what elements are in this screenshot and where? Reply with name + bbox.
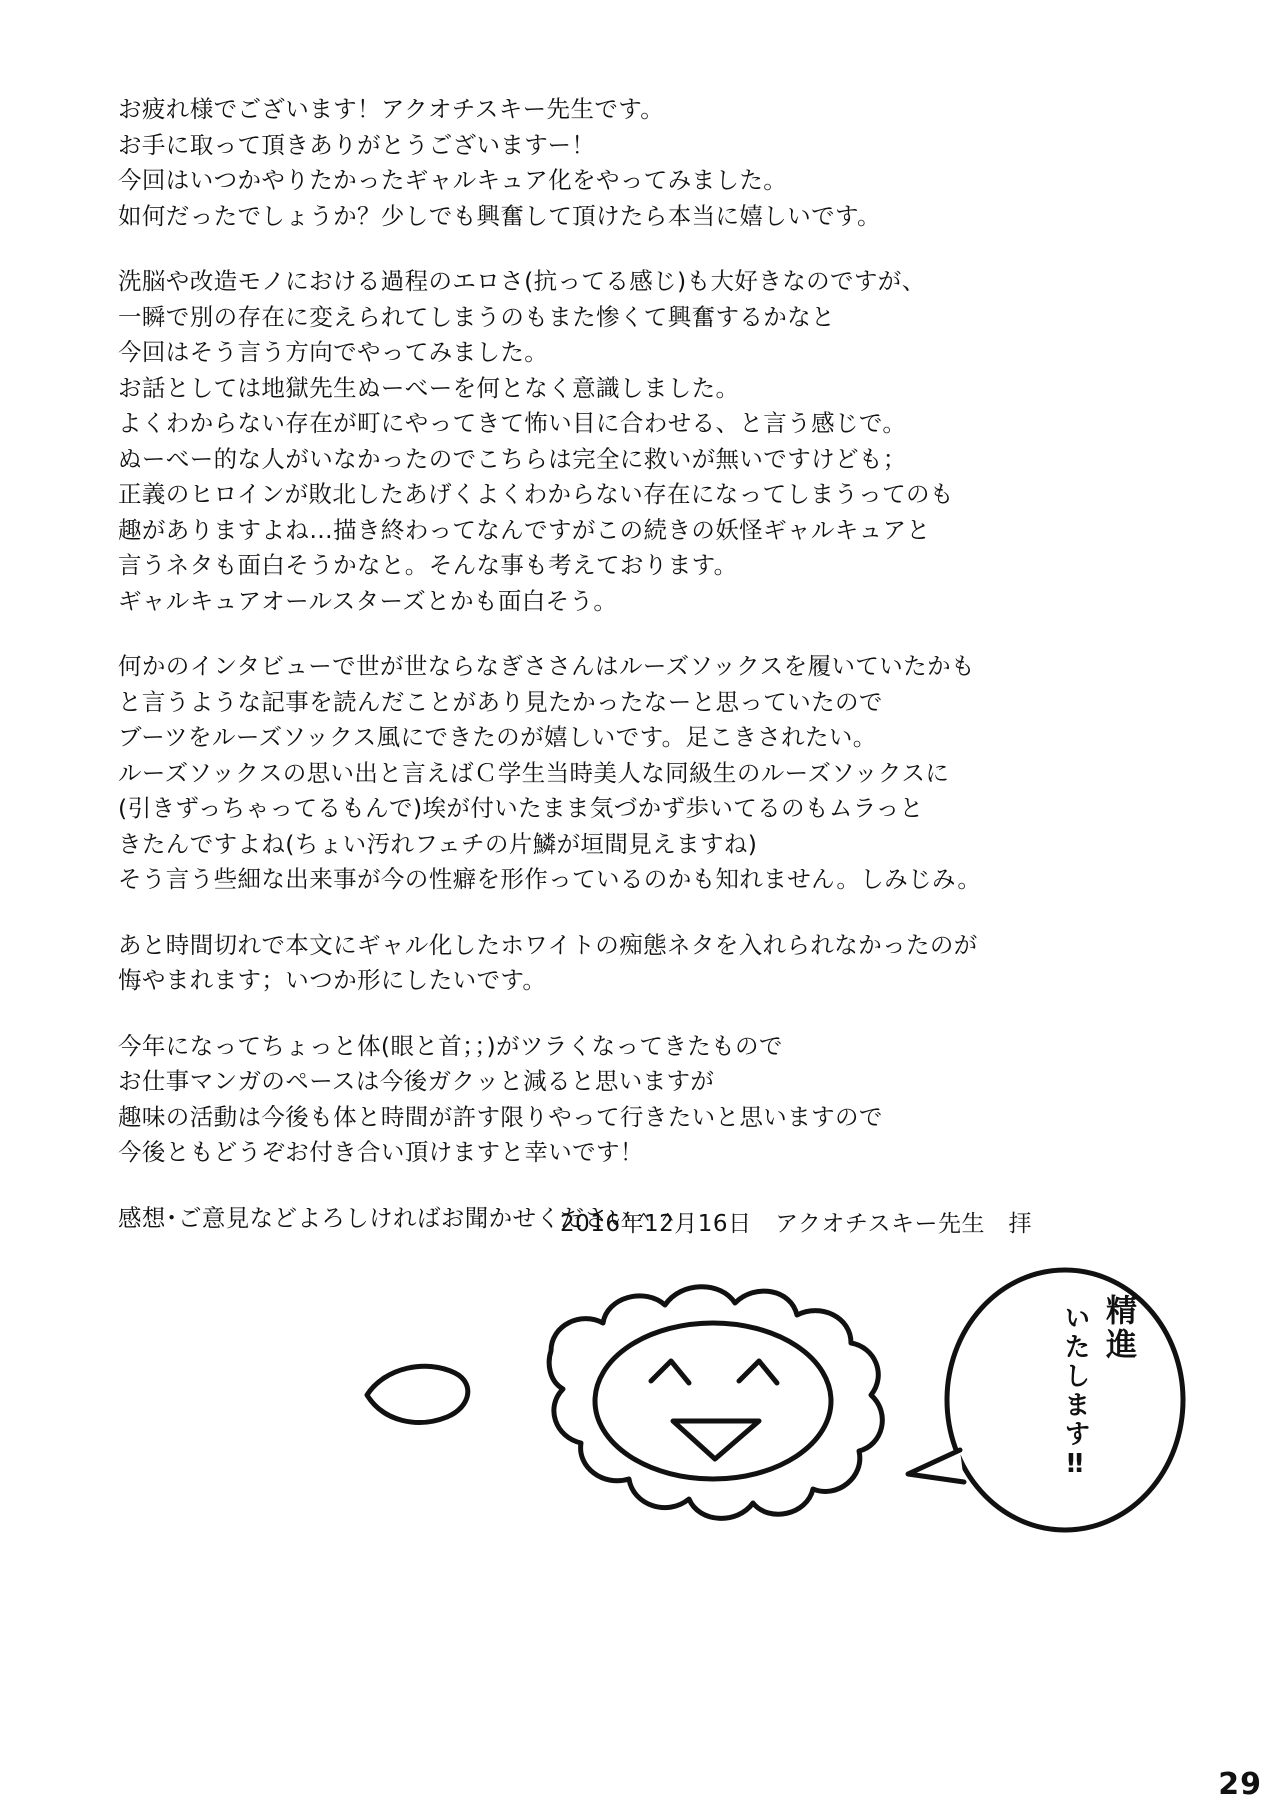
afterword-line: お疲れ様でございます！アクオチスキー先生です。 xyxy=(118,95,665,123)
afterword-text-block xyxy=(118,92,1178,1236)
afterword-paragraph-regret xyxy=(118,928,1178,999)
afterword-line: よくわからない存在が町にやってきて怖い目に合わせる、と言う感じで。 xyxy=(118,409,907,437)
afterword-line: ブーツをルーズソックス風にできたのが嬉しいです。足こきされたい。 xyxy=(118,723,877,751)
afterword-line: ぬーべー的な人がいなかったのでこちらは完全に救いが無いですけども； xyxy=(118,444,907,473)
afterword-paragraph-greeting xyxy=(118,92,1178,234)
afterword-line: (引きずっちゃってるもんで)埃が付いたまま気づかず歩いてるのもムラっと xyxy=(118,794,924,822)
afterword-line: ギャルキュアオールスターズとかも面白そう。 xyxy=(118,586,618,615)
speech-bubble-column-2: いたします‼ xyxy=(1060,1304,1090,1482)
afterword-line: 感想･ご意見などよろしければお聞かせください＾＾ xyxy=(118,1203,680,1232)
afterword-line: あと時間切れで本文にギャル化したホワイトの痴態ネタを入れられなかったのが xyxy=(118,930,978,959)
speech-bubble xyxy=(1000,1290,1140,1520)
afterword-line: お手に取って頂きありがとうございますー！ xyxy=(118,130,596,159)
afterword-line: 一瞬で別の存在に変えられてしまうのもまた惨くて興奮するかなと xyxy=(118,302,835,331)
afterword-line: と言うような記事を読んだことがあり見たかったなーと思っていたので xyxy=(118,687,883,716)
afterword-line: お仕事マンガのペースは今後ガクッと減ると思いますが xyxy=(118,1067,715,1095)
afterword-line: 何かのインタビューで世が世ならなぎささんはルーズソックスを履いていたかも xyxy=(118,652,975,680)
afterword-line: 言うネタも面白そうかなと。そんな事も考えております。 xyxy=(118,551,738,579)
afterword-line: きたんですよね(ちょい汚れフェチの片鱗が垣間見えますね) xyxy=(118,829,758,858)
afterword-line: そう言う些細な出来事が今の性癖を形作っているのかも知れません。しみじみ。 xyxy=(118,865,982,893)
afterword-paragraph-loose-socks xyxy=(118,649,1178,898)
afterword-line: 趣味の活動は今後も体と時間が許す限りやって行きたいと思いますので xyxy=(118,1102,883,1131)
afterword-line: 今後ともどうぞお付き合い頂けますと幸いです！ xyxy=(118,1138,644,1166)
afterword-line: ルーズソックスの思い出と言えばＣ学生当時美人な同級生のルーズソックスに xyxy=(118,758,950,787)
afterword-line: 正義のヒロインが敗北したあげくよくわからない存在になってしまうってのも xyxy=(118,480,954,508)
afterword-line: 今年になってちょっと体(眼と首；；)がツラくなってきたもので xyxy=(118,1031,783,1060)
page-number: 29 xyxy=(1218,1767,1262,1802)
afterword-paragraph-health xyxy=(118,1029,1178,1171)
signature-line: 2016年12月16日 アクオチスキー先生 拝 xyxy=(560,1211,1032,1237)
speech-bubble-column-1: 精進 xyxy=(1100,1294,1136,1362)
afterword-line: 悔やまれます；いつか形にしたいです。 xyxy=(118,966,547,994)
afterword-line: 今回はそう言う方向でやってみました。 xyxy=(118,338,549,366)
afterword-line: 今回はいつかやりたかったギャルキュア化をやってみました。 xyxy=(118,166,788,194)
afterword-line: 如何だったでしょうか？少しでも興奮して頂けたら本当に嬉しいです。 xyxy=(118,201,881,230)
afterword-line: 趣がありますよね…描き終わってなんですがこの続きの妖怪ギャルキュアと xyxy=(118,515,931,544)
afterword-paragraph-concept xyxy=(118,264,1178,619)
afterword-line: 洗脳や改造モノにおける過程のエロさ(抗ってる感じ)も大好きなのですが、 xyxy=(118,267,926,295)
afterword-line: お話としては地獄先生ぬーべーを何となく意識しました。 xyxy=(118,373,740,402)
